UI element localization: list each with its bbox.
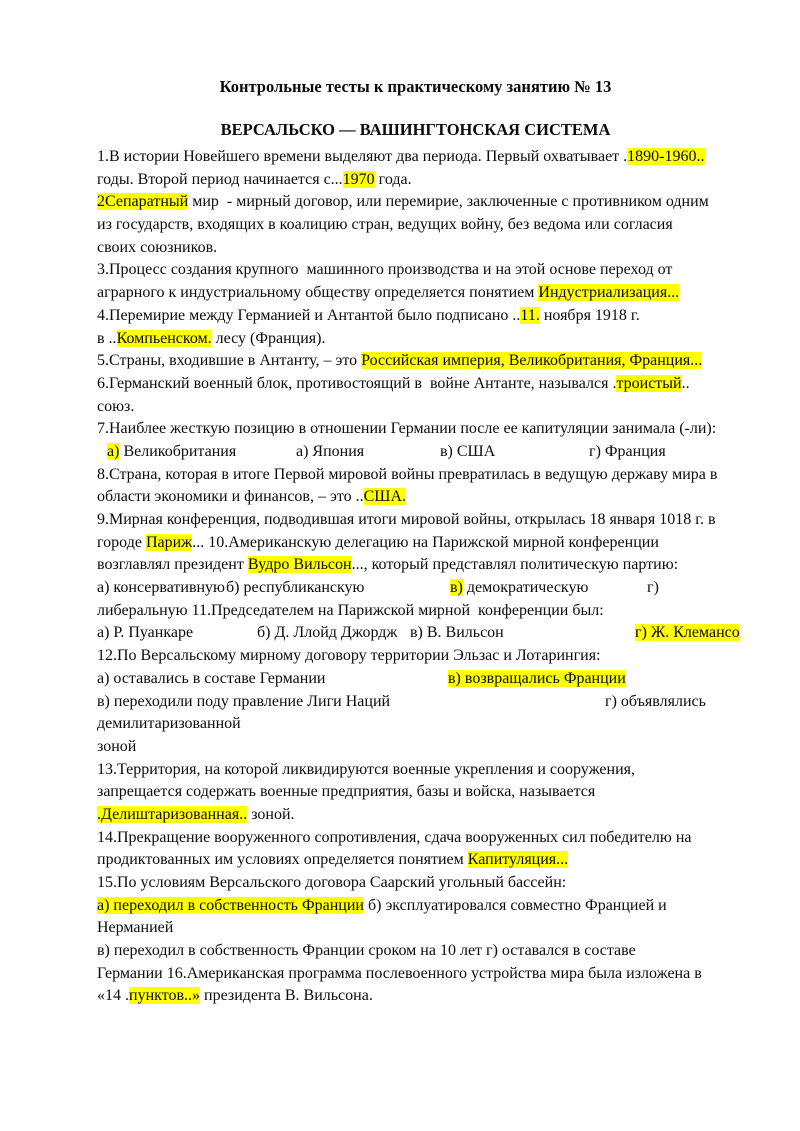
option-item [448,668,626,691]
text-run: б) эксплуатировался совместно Францией и [363,896,667,914]
text-run: городе [97,533,146,551]
text-run: ..., который представлял политическую партию: [351,556,679,574]
highlighted-text: .Делиштаризованная.. [97,805,248,823]
text-line [97,804,734,827]
text-run: в) переходили поду правление Лиги Наций [97,692,391,710]
option-item [97,622,193,645]
options-line [97,691,734,714]
text-run: мир - мирный договор, или перемирие, заключенные с противником одним [188,193,709,211]
option-item [647,577,659,600]
text-line [97,600,734,623]
text-line [97,872,734,895]
options-line [97,577,734,600]
highlighted-text: Российская империя, Великобритания, Франция... [361,352,703,370]
text-run: 15.По условиям Версальского договора Саарский угольный бассейн: [97,874,567,891]
highlighted-text: Капитуляция... [467,851,569,869]
text-line [97,985,734,1008]
text-run: 13.Территория, на которой ликвидируются военные укрепления и сооружения, [97,760,636,778]
section-heading: ВЕРСАЛЬСКО — ВАШИНГТОНСКАЯ СИСТЕМА [220,120,611,139]
text-line [97,895,734,918]
text-run: ... 10.Американскую делегацию на Парижской мирной конференции [192,533,659,551]
option-item [97,577,225,600]
text-run: 4.Перемирие между Германией и Антантой было подписано .. [97,306,521,324]
options-line [97,668,734,691]
text-run: Нерманией [97,919,174,937]
text-run: .. [681,374,690,392]
text-run: области экономики и финансов, – это .. [97,488,364,506]
text-run: зоной [97,737,137,755]
text-line [97,282,734,305]
text-run: Великобритания [119,442,237,460]
option-item [226,577,365,600]
text-run: 6.Германский военный блок, противостоящий в войне Антанте, назывался . [97,374,617,392]
text-run: зоной. [247,805,295,823]
text-line [97,736,734,759]
text-line [97,554,734,577]
highlighted-text: 1970 [342,170,375,188]
text-line [97,827,734,850]
highlighted-text: а) переходил в собственность Франции [97,896,364,914]
text-run: 1.В истории Новейшего времени выделяют два периода. Первый охватывает . [97,148,628,165]
text-line [97,781,734,804]
text-run: г) Франция [589,442,666,460]
text-run: г) оставался в составе [486,942,636,960]
text-line [97,849,734,872]
text-line [97,759,734,782]
option-item [605,691,706,714]
text-line [97,350,734,373]
option-item [107,441,236,464]
option-item [589,441,666,464]
text-line [97,645,734,668]
option-item [257,622,397,645]
highlighted-text: 11. [520,306,540,324]
text-run: 5.Страны, входившие в Антанту, – это [97,352,362,370]
text-run: демократическую [462,579,589,597]
text-line [97,396,734,419]
text-run: запрещается содержать военные предприятия, базы и войска, называется [97,783,596,801]
text-line [97,237,734,260]
text-line [97,373,734,396]
highlighted-text: Индустриализация... [538,284,680,302]
text-run: союз. [97,397,135,415]
option-item [97,940,482,963]
option-item [440,441,495,464]
text-line [97,305,734,328]
text-run: 8.Страна, которая в итоге Первой мировой войны превратилась в ведущую державу мира в [97,465,718,483]
text-run: г) объявлялись [605,692,706,710]
text-line [97,328,734,351]
text-run: б) республиканскую [226,579,365,597]
options-line [97,441,734,464]
highlighted-text: троистый [616,374,682,392]
text-line [97,509,734,532]
text-run: аграрного к индустриальному обществу определяется понятием [97,284,539,302]
text-run: 12.По Версальскому мирному договору территории Эльзас и Лотарингия: [97,647,601,665]
highlighted-text: Компьенском. [116,329,212,347]
text-line [97,214,734,237]
text-run: в .. [97,329,117,347]
text-run: 9.Мирная конференция, подводившая итоги мировой войны, открылась 18 января 1018 г. в [97,511,716,528]
text-run: в) В. Вильсон [410,624,504,642]
text-line [97,917,734,940]
text-run: продиктованных им условиях определяется понятием [97,851,468,869]
document-title: Контрольные тесты к практическому занятию № 13 [219,77,612,96]
text-run: в) переходил в собственность Франции сроком на 10 лет [97,942,483,960]
option-item [486,940,636,963]
highlighted-text: а) [107,442,120,460]
document-body [97,146,740,1008]
option-item [635,622,740,645]
options-line [97,622,740,645]
options-line [97,940,734,963]
text-run: а) Р. Пуанкаре [97,624,194,642]
option-item [296,441,364,464]
highlighted-text: Вудро Вильсон [247,556,352,574]
option-item [97,691,390,714]
highlighted-text: г) Ж. Клемансо [635,624,740,642]
text-line [97,146,734,169]
highlighted-text: 1890-1960.. [627,148,705,165]
text-run: президента В. Вильсона. [200,987,373,1005]
text-run: из государств, входящих в коалицию стран, ведущих войну, без ведома или согласия [97,216,673,234]
text-run: лесу (Франция). [211,329,326,347]
text-run: года. [374,170,412,188]
highlighted-text: Париж [145,533,193,551]
text-run: б) Д. Ллойд Джордж [257,624,398,642]
highlighted-text: в) возвращались Франции [448,669,626,687]
text-run: Германии 16.Американская программа послевоенного устройства мира была изложена в [97,964,702,982]
text-line [97,486,734,509]
highlighted-text: США. [363,488,406,506]
highlighted-text: пунктов..» [129,987,201,1005]
option-item [410,622,504,645]
option-item [97,668,325,691]
text-run: 14.Прекращение вооруженного сопротивления, сдача вооруженных сил победителю на [97,828,692,846]
text-run: либеральную 11.Председателем на Парижской мирной конференции был: [97,601,604,619]
highlighted-text: 2Сепаратный [97,193,189,211]
text-run: а) Япония [296,442,365,460]
text-run: возглавлял президент [97,556,248,574]
text-run: своих союзников. [97,238,218,256]
text-run: а) консервативную [97,579,226,597]
option-item [450,577,588,600]
text-line [97,713,734,736]
highlighted-text: в) [450,579,463,597]
text-line [97,169,734,192]
text-run: а) оставались в составе Германии [97,669,326,687]
text-run: г) [647,579,659,597]
text-run: демилитаризованной [97,715,241,733]
text-line [97,418,734,441]
text-line [97,464,734,487]
text-line [97,532,734,555]
text-line [97,963,734,986]
text-line [97,191,734,214]
text-run: годы. Второй период начинается с... [97,170,343,188]
text-line [97,259,734,282]
text-run: 3.Процесс создания крупного машинного производства и на этой основе переход от [97,261,673,279]
text-run: 7.Наиблее жесткую позицию в отношении Германии после ее капитуляции занимала (-ли): [97,420,717,438]
text-run: ноября 1918 г. [539,306,640,324]
text-run: «14 . [97,987,129,1005]
text-run: в) США [440,442,496,460]
